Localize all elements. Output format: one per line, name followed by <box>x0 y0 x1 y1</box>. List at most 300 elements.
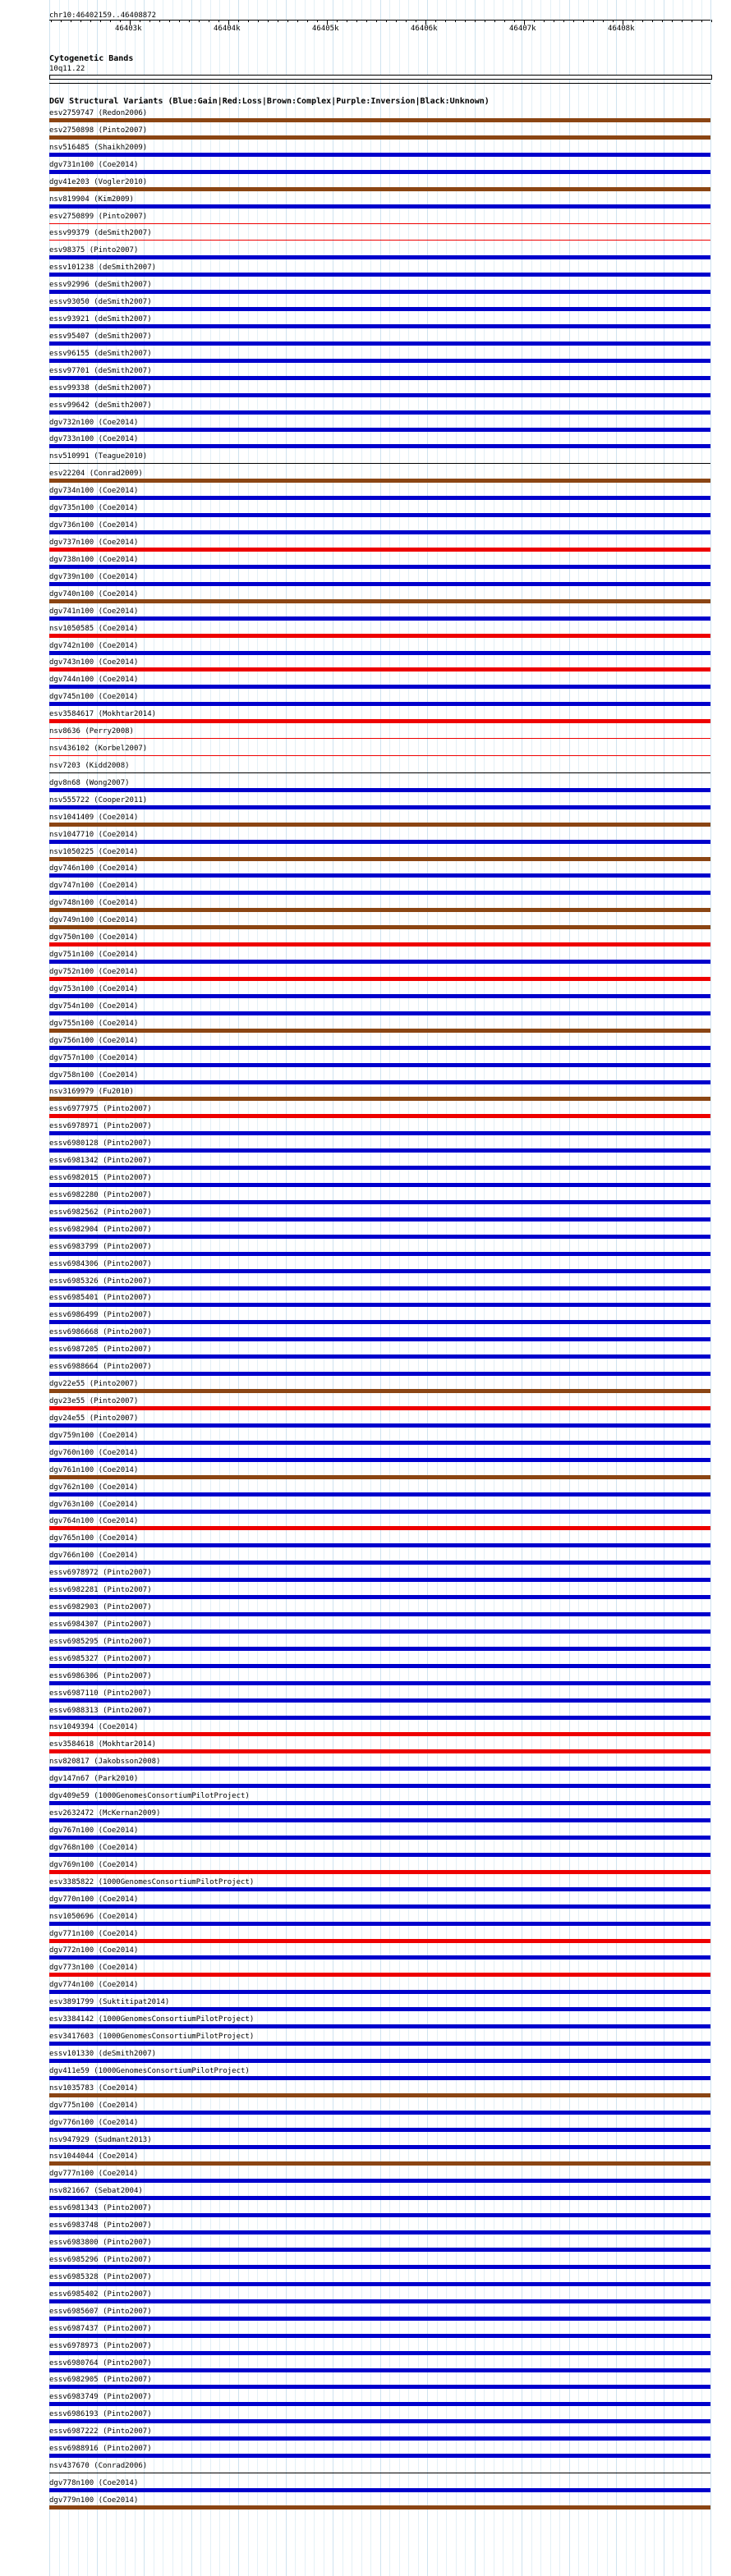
variant-label: essv6988313 (Pinto2007) <box>49 1707 152 1715</box>
variant-label: nsv437670 (Conrad2006) <box>49 2462 148 2470</box>
variant-label: esv3584618 (Mokhtar2014) <box>49 1740 157 1749</box>
variant-bar[interactable] <box>49 1561 710 1565</box>
variant-bar[interactable] <box>49 685 710 689</box>
variant-label: essv6983749 (Pinto2007) <box>49 2393 152 2401</box>
variant-bar[interactable] <box>49 1183 710 1187</box>
variant-bar[interactable] <box>49 223 710 224</box>
ruler-minor-tick <box>435 20 436 22</box>
variant-bar[interactable] <box>49 616 710 621</box>
variant-bar[interactable] <box>49 1681 710 1685</box>
variant-label: essv6980128 (Pinto2007) <box>49 1139 152 1148</box>
variant-bar[interactable] <box>49 1664 710 1668</box>
variant-bar[interactable] <box>49 2111 710 2115</box>
variant-bar[interactable] <box>49 1097 710 1101</box>
variant-bar[interactable] <box>49 1612 710 1616</box>
variant-label: dgv776n100 (Coe2014) <box>49 2119 139 2127</box>
variant-label: essv99338 (deSmith2007) <box>49 384 152 392</box>
ruler-minor-tick <box>317 20 318 22</box>
variant-label: dgv22e55 (Pinto2007) <box>49 1380 139 1388</box>
variant-label: essv6983799 (Pinto2007) <box>49 1243 152 1251</box>
variant-bar[interactable] <box>49 2230 710 2235</box>
variant-label: dgv761n100 (Coe2014) <box>49 1466 139 1474</box>
variant-label: essv6984307 (Pinto2007) <box>49 1620 152 1629</box>
variant-bar[interactable] <box>49 942 710 947</box>
variant-bar[interactable] <box>49 925 710 929</box>
cyto-band-label: 10q11.22 <box>49 65 85 73</box>
variant-bar[interactable] <box>49 393 710 397</box>
ruler-minor-tick <box>563 20 564 22</box>
variant-bar[interactable] <box>49 359 710 363</box>
variant-bar[interactable] <box>49 479 710 483</box>
variant-bar[interactable] <box>49 1749 710 1753</box>
variant-label: essv6981342 (Pinto2007) <box>49 1157 152 1165</box>
variant-bar[interactable] <box>49 1853 710 1857</box>
variant-label: essv6986668 (Pinto2007) <box>49 1328 152 1336</box>
variant-label: essv101238 (deSmith2007) <box>49 264 157 272</box>
variant-label: dgv766n100 (Coe2014) <box>49 1552 139 1560</box>
variant-bar[interactable] <box>49 1286 710 1290</box>
variant-label: essv99642 (deSmith2007) <box>49 401 152 410</box>
variant-label: essv6985328 (Pinto2007) <box>49 2273 152 2281</box>
variant-bar[interactable] <box>49 1973 710 1977</box>
variant-bar[interactable] <box>49 1698 710 1703</box>
variant-label: essv96155 (deSmith2007) <box>49 350 152 358</box>
variant-bar[interactable] <box>49 1235 710 1239</box>
variant-label: esv2750899 (Pinto2007) <box>49 213 148 221</box>
ruler-minor-tick <box>51 20 52 22</box>
variant-bar[interactable] <box>49 548 710 552</box>
variant-bar[interactable] <box>49 2093 710 2097</box>
variant-label: essv6978971 (Pinto2007) <box>49 1122 152 1130</box>
variant-label: nsv1041409 (Coe2014) <box>49 814 139 822</box>
variant-label: nsv1047710 (Coe2014) <box>49 831 139 839</box>
variant-label: essv6982903 (Pinto2007) <box>49 1603 152 1611</box>
variant-label: dgv777n100 (Coe2014) <box>49 2170 139 2178</box>
variant-bar[interactable] <box>49 651 710 655</box>
variant-label: dgv742n100 (Coe2014) <box>49 642 139 650</box>
variant-label: dgv753n100 (Coe2014) <box>49 985 139 993</box>
variant-bar[interactable] <box>49 1526 710 1530</box>
variant-label: dgv735n100 (Coe2014) <box>49 504 139 512</box>
variant-label: essv6985402 (Pinto2007) <box>49 2290 152 2299</box>
variant-bar[interactable] <box>49 1063 710 1067</box>
variant-label: essv6985295 (Pinto2007) <box>49 1638 152 1646</box>
variant-label: essv93050 (deSmith2007) <box>49 298 152 306</box>
variant-bar[interactable] <box>49 1475 710 1479</box>
variant-label: essv101330 (deSmith2007) <box>49 2050 157 2058</box>
variant-label: essv6987205 (Pinto2007) <box>49 1345 152 1354</box>
variant-label: dgv747n100 (Coe2014) <box>49 882 139 890</box>
variant-label: dgv765n100 (Coe2014) <box>49 1534 139 1542</box>
variant-label: dgv750n100 (Coe2014) <box>49 933 139 942</box>
variant-bar[interactable] <box>49 2196 710 2200</box>
variant-bar[interactable] <box>49 463 710 464</box>
ruler-minor-tick <box>445 20 446 22</box>
variant-bar[interactable] <box>49 1510 710 1514</box>
variant-bar[interactable] <box>49 1801 710 1805</box>
variant-label: dgv759n100 (Coe2014) <box>49 1432 139 1440</box>
variant-label: dgv767n100 (Coe2014) <box>49 1827 139 1835</box>
variant-label: essv97701 (deSmith2007) <box>49 367 152 375</box>
variant-bar[interactable] <box>49 1354 710 1359</box>
variant-bar[interactable] <box>49 788 710 792</box>
ruler-tick-label: 46403k <box>115 25 142 33</box>
variant-label: esv2632472 (McKernan2009) <box>49 1809 161 1817</box>
variant-bar[interactable] <box>49 1080 710 1084</box>
variant-bar[interactable] <box>49 994 710 998</box>
variant-label: essv6981343 (Pinto2007) <box>49 2204 152 2212</box>
variant-label: nsv1050696 (Coe2014) <box>49 1913 139 1921</box>
variant-bar[interactable] <box>49 410 710 415</box>
variant-label: dgv734n100 (Coe2014) <box>49 487 139 495</box>
variant-bar[interactable] <box>49 341 710 346</box>
ruler-minor-tick <box>179 20 180 22</box>
variant-label: dgv749n100 (Coe2014) <box>49 916 139 924</box>
variant-bar[interactable] <box>49 496 710 500</box>
variant-bar[interactable] <box>49 1836 710 1840</box>
variant-label: nsv947929 (Sudmant2013) <box>49 2136 152 2144</box>
variant-label: dgv24e55 (Pinto2007) <box>49 1414 139 1423</box>
ruler-minor-tick <box>662 20 663 22</box>
variant-bar[interactable] <box>49 1458 710 1462</box>
ruler-minor-tick <box>90 20 91 22</box>
variant-bar[interactable] <box>49 977 710 981</box>
grid-line <box>710 0 711 2576</box>
variant-label: essv6985296 (Pinto2007) <box>49 2256 152 2264</box>
variant-bar[interactable] <box>49 1269 710 1273</box>
ruler-line <box>49 20 710 21</box>
variant-label: essv6987437 (Pinto2007) <box>49 2325 152 2333</box>
variant-bar[interactable] <box>49 204 710 209</box>
variant-label: dgv756n100 (Coe2014) <box>49 1037 139 1045</box>
variant-bar[interactable] <box>49 667 710 672</box>
variant-label: nsv7203 (Kidd2008) <box>49 762 130 770</box>
variant-label: essv6986306 (Pinto2007) <box>49 1672 152 1680</box>
variant-label: dgv760n100 (Coe2014) <box>49 1449 139 1457</box>
variant-label: dgv752n100 (Coe2014) <box>49 968 139 976</box>
variant-label: esv2750898 (Pinto2007) <box>49 126 148 135</box>
variant-bar[interactable] <box>49 1200 710 1204</box>
variant-label: nsv3169979 (Fu2010) <box>49 1088 134 1096</box>
variant-label: dgv409e59 (1000GenomesConsortiumPilotProject) <box>49 1792 250 1800</box>
variant-bar[interactable] <box>49 738 710 739</box>
variant-bar[interactable] <box>49 1148 710 1153</box>
ruler-minor-tick <box>701 20 702 22</box>
variant-bar[interactable] <box>49 307 710 311</box>
variant-label: dgv743n100 (Coe2014) <box>49 658 139 667</box>
variant-bar[interactable] <box>49 2334 710 2338</box>
variant-bar[interactable] <box>49 634 710 638</box>
ruler-minor-tick <box>603 20 604 22</box>
variant-bar[interactable] <box>49 1767 710 1771</box>
variant-bar[interactable] <box>49 2402 710 2406</box>
variant-bar[interactable] <box>49 530 710 534</box>
variant-bar[interactable] <box>49 2282 710 2286</box>
ruler-minor-tick <box>682 20 683 22</box>
variant-bar[interactable] <box>49 324 710 328</box>
variant-bar[interactable] <box>49 1131 710 1135</box>
variant-bar[interactable] <box>49 2179 710 2183</box>
ruler-minor-tick <box>573 20 574 22</box>
variant-bar[interactable] <box>49 2076 710 2080</box>
variant-label: dgv738n100 (Coe2014) <box>49 556 139 564</box>
variant-label: nsv8636 (Perry2008) <box>49 727 134 736</box>
cyto-band-bar[interactable] <box>49 75 712 80</box>
variant-bar[interactable] <box>49 2351 710 2355</box>
variant-label: dgv770n100 (Coe2014) <box>49 1895 139 1904</box>
variant-label: essv6985607 (Pinto2007) <box>49 2308 152 2316</box>
variant-bar[interactable] <box>49 891 710 895</box>
variant-label: essv6988664 (Pinto2007) <box>49 1363 152 1371</box>
ruler-minor-tick <box>169 20 170 22</box>
variant-label: essv6977975 (Pinto2007) <box>49 1105 152 1113</box>
variant-bar[interactable] <box>49 823 710 827</box>
ruler-minor-tick <box>80 20 81 22</box>
variant-bar[interactable] <box>49 2505 710 2510</box>
variant-label: dgv745n100 (Coe2014) <box>49 693 139 701</box>
variant-bar[interactable] <box>49 2385 710 2389</box>
variant-label: dgv737n100 (Coe2014) <box>49 539 139 547</box>
variant-bar[interactable] <box>49 1372 710 1376</box>
variant-label: essv6987110 (Pinto2007) <box>49 1689 152 1698</box>
variant-bar[interactable] <box>49 2145 710 2149</box>
variant-label: essv6982562 (Pinto2007) <box>49 1208 152 1217</box>
ruler-minor-tick <box>504 20 505 22</box>
variant-label: dgv774n100 (Coe2014) <box>49 1981 139 1989</box>
variant-bar[interactable] <box>49 1647 710 1651</box>
variant-bar[interactable] <box>49 273 710 277</box>
variant-label: essv93921 (deSmith2007) <box>49 315 152 323</box>
variant-label: esv3417603 (1000GenomesConsortiumPilotProject) <box>49 2033 255 2041</box>
variant-bar[interactable] <box>49 255 710 259</box>
variant-bar[interactable] <box>49 1595 710 1599</box>
track-divider <box>49 83 710 84</box>
ruler-minor-tick <box>652 20 653 22</box>
ruler-minor-tick <box>514 20 515 22</box>
variant-bar[interactable] <box>49 2436 710 2441</box>
variant-label: nsv820817 (Jakobsson2008) <box>49 1758 161 1766</box>
variant-bar[interactable] <box>49 1818 710 1822</box>
ruler-minor-tick <box>297 20 298 22</box>
ruler-minor-tick <box>544 20 545 22</box>
ruler-minor-tick <box>672 20 673 22</box>
variant-bar[interactable] <box>49 1939 710 1943</box>
variant-bar[interactable] <box>49 1543 710 1547</box>
variant-label: dgv739n100 (Coe2014) <box>49 573 139 581</box>
variant-bar[interactable] <box>49 1320 710 1324</box>
variant-bar[interactable] <box>49 1406 710 1410</box>
variant-label: esv3891799 (Suktitipat2014) <box>49 1998 170 2006</box>
variant-bar[interactable] <box>49 1011 710 1015</box>
variant-bar[interactable] <box>49 1784 710 1788</box>
variant-bar[interactable] <box>49 118 710 122</box>
variant-label: essv6988916 (Pinto2007) <box>49 2445 152 2453</box>
ruler-tick-label: 46406k <box>411 25 438 33</box>
variant-bar[interactable] <box>49 840 710 844</box>
variant-label: dgv741n100 (Coe2014) <box>49 607 139 616</box>
variant-label: dgv41e203 (Vogler2010) <box>49 178 148 186</box>
variant-label: dgv751n100 (Coe2014) <box>49 951 139 959</box>
ruler-minor-tick <box>711 20 712 22</box>
variant-label: essv92996 (deSmith2007) <box>49 281 152 289</box>
ruler-minor-tick <box>159 20 160 22</box>
variant-bar[interactable] <box>49 1904 710 1909</box>
variant-label: dgv736n100 (Coe2014) <box>49 521 139 529</box>
variant-bar[interactable] <box>49 2042 710 2046</box>
variant-bar[interactable] <box>49 755 710 756</box>
ruler-minor-tick <box>376 20 377 22</box>
variant-label: dgv755n100 (Coe2014) <box>49 1020 139 1028</box>
variant-bar[interactable] <box>49 582 710 586</box>
variant-bar[interactable] <box>49 772 710 773</box>
variant-bar[interactable] <box>49 2248 710 2252</box>
ruler-minor-tick <box>386 20 387 22</box>
variant-bar[interactable] <box>49 2454 710 2458</box>
variant-bar[interactable] <box>49 2368 710 2372</box>
ruler-minor-tick <box>455 20 456 22</box>
variant-bar[interactable] <box>49 719 710 723</box>
variant-label: dgv758n100 (Coe2014) <box>49 1071 139 1079</box>
variant-bar[interactable] <box>49 857 710 861</box>
variant-bar[interactable] <box>49 1870 710 1874</box>
variant-label: esv22204 (Conrad2009) <box>49 470 143 478</box>
variant-bar[interactable] <box>49 702 710 706</box>
variant-bar[interactable] <box>49 1629 710 1634</box>
variant-bar[interactable] <box>49 2299 710 2303</box>
variant-bar[interactable] <box>49 187 710 191</box>
coordinate-label: chr10:46402159..46408872 <box>49 11 157 20</box>
variant-bar[interactable] <box>49 599 710 603</box>
ruler-minor-tick <box>258 20 259 22</box>
variant-label: nsv1044044 (Coe2014) <box>49 2152 139 2161</box>
variant-bar[interactable] <box>49 1955 710 1960</box>
variant-bar[interactable] <box>49 565 710 569</box>
variant-bar[interactable] <box>49 290 710 294</box>
variant-bar[interactable] <box>49 1303 710 1307</box>
variant-bar[interactable] <box>49 2317 710 2321</box>
variant-bar[interactable] <box>49 240 710 241</box>
variant-bar[interactable] <box>49 2128 710 2132</box>
variant-label: dgv773n100 (Coe2014) <box>49 1964 139 1972</box>
variant-bar[interactable] <box>49 1252 710 1256</box>
variant-bar[interactable] <box>49 2024 710 2028</box>
ruler-minor-tick <box>218 20 219 22</box>
variant-bar[interactable] <box>49 1389 710 1393</box>
variant-label: dgv733n100 (Coe2014) <box>49 435 139 443</box>
ruler-minor-tick <box>583 20 584 22</box>
ruler-minor-tick <box>534 20 535 22</box>
variant-label: nsv1035783 (Coe2014) <box>49 2084 139 2092</box>
variant-label: esv98375 (Pinto2007) <box>49 246 139 254</box>
variant-label: esv3584617 (Mokhtar2014) <box>49 710 157 718</box>
variant-label: essv6982281 (Pinto2007) <box>49 1586 152 1594</box>
variant-bar[interactable] <box>49 1578 710 1582</box>
ruler-minor-tick <box>307 20 308 22</box>
variant-bar[interactable] <box>49 1716 710 1720</box>
variant-label: nsv1049394 (Coe2014) <box>49 1723 139 1731</box>
ruler-minor-tick <box>475 20 476 22</box>
variant-bar[interactable] <box>49 1114 710 1118</box>
variant-label: dgv772n100 (Coe2014) <box>49 1946 139 1955</box>
ruler-minor-tick <box>356 20 357 22</box>
variant-label: dgv732n100 (Coe2014) <box>49 419 139 427</box>
variant-label: dgv771n100 (Coe2014) <box>49 1930 139 1938</box>
variant-bar[interactable] <box>49 1029 710 1033</box>
variant-label: essv6980764 (Pinto2007) <box>49 2359 152 2367</box>
variant-label: dgv754n100 (Coe2014) <box>49 1002 139 1011</box>
ruler-minor-tick <box>465 20 466 22</box>
ruler-tick-label: 46408k <box>608 25 635 33</box>
ruler-minor-tick <box>238 20 239 22</box>
variant-bar[interactable] <box>49 153 710 157</box>
variant-bar[interactable] <box>49 376 710 380</box>
variant-bar[interactable] <box>49 428 710 432</box>
variant-bar[interactable] <box>49 1990 710 1994</box>
variant-bar[interactable] <box>49 1166 710 1170</box>
variant-bar[interactable] <box>49 1046 710 1050</box>
variant-label: essv6982905 (Pinto2007) <box>49 2376 152 2384</box>
variant-bar[interactable] <box>49 805 710 809</box>
variant-label: dgv8n68 (Wong2007) <box>49 779 130 787</box>
variant-bar[interactable] <box>49 2213 710 2217</box>
ruler-minor-tick <box>642 20 643 22</box>
variant-bar[interactable] <box>49 1732 710 1736</box>
ruler-minor-tick <box>248 20 249 22</box>
variant-label: nsv555722 (Cooper2011) <box>49 796 148 804</box>
variant-label: dgv768n100 (Coe2014) <box>49 1844 139 1852</box>
variant-bar[interactable] <box>49 444 710 448</box>
ruler-minor-tick <box>110 20 111 22</box>
variant-bar[interactable] <box>49 873 710 878</box>
variant-label: essv6982904 (Pinto2007) <box>49 1226 152 1234</box>
variant-bar[interactable] <box>49 513 710 517</box>
variant-bar[interactable] <box>49 2488 710 2492</box>
ruler-minor-tick <box>632 20 633 22</box>
variant-bar[interactable] <box>49 2161 710 2166</box>
variant-label: nsv819904 (Kim2009) <box>49 195 134 204</box>
variant-bar[interactable] <box>49 2265 710 2269</box>
variant-bar[interactable] <box>49 1887 710 1891</box>
variant-label: dgv748n100 (Coe2014) <box>49 899 139 907</box>
variant-bar[interactable] <box>49 908 710 912</box>
ruler-tick-label: 46407k <box>509 25 536 33</box>
variant-bar[interactable] <box>49 2059 710 2063</box>
variant-label: essv6984306 (Pinto2007) <box>49 1260 152 1268</box>
variant-bar[interactable] <box>49 1441 710 1445</box>
variant-bar[interactable] <box>49 1922 710 1926</box>
variant-bar[interactable] <box>49 2419 710 2423</box>
variant-label: essv6982280 (Pinto2007) <box>49 1191 152 1199</box>
variant-label: dgv731n100 (Coe2014) <box>49 161 139 169</box>
variant-label: essv6983748 (Pinto2007) <box>49 2221 152 2230</box>
variant-bar[interactable] <box>49 2007 710 2011</box>
variant-bar[interactable] <box>49 1337 710 1341</box>
variant-bar[interactable] <box>49 1423 710 1428</box>
ruler-minor-tick <box>100 20 101 22</box>
variant-label: dgv775n100 (Coe2014) <box>49 2102 139 2110</box>
variant-label: essv6985326 (Pinto2007) <box>49 1277 152 1286</box>
variant-bar[interactable] <box>49 135 710 140</box>
variant-label: esv3385822 (1000GenomesConsortiumPilotProject) <box>49 1878 255 1886</box>
ruler-minor-tick <box>337 20 338 22</box>
variant-bar[interactable] <box>49 960 710 964</box>
ruler-tick-label: 46405k <box>312 25 339 33</box>
variant-bar[interactable] <box>49 170 710 174</box>
variant-bar[interactable] <box>49 1217 710 1222</box>
variant-bar[interactable] <box>49 1492 710 1497</box>
variant-label: essv6983800 (Pinto2007) <box>49 2239 152 2247</box>
ruler-minor-tick <box>199 20 200 22</box>
